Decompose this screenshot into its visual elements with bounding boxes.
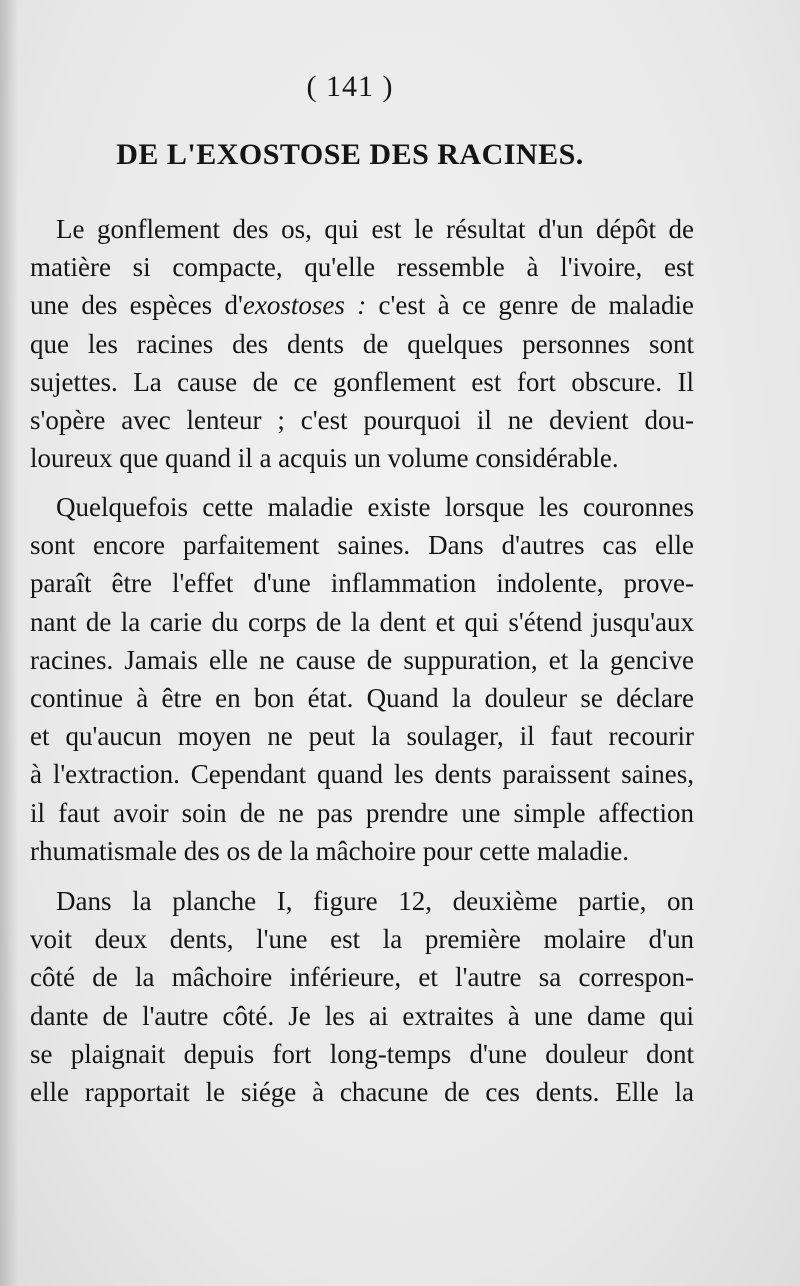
text-line: Quelquefois cette maladie existe lorsque les couronnes xyxy=(56,492,694,522)
text-line: paraît être l'effet d'une inflammation indolente, prove- xyxy=(30,568,694,599)
text-line: rhumatismale des os de la mâchoire pour cette maladie. xyxy=(30,835,630,866)
text-line: à l'extraction. Cependant quand les dents paraissent saines, xyxy=(30,759,694,790)
text-line: dante de l'autre côté. Je les ai extraites à une dame qui xyxy=(30,1000,694,1031)
text-line: loureux que quand il a acquis un volume considérable. xyxy=(30,443,619,474)
text-line: se plaignait depuis fort long-temps d'une douleur dont xyxy=(30,1038,694,1069)
chapter-title: DE L'EXOSTOSE DES RACINES. xyxy=(116,138,584,171)
text-segment: c'est à ce genre de maladie xyxy=(366,290,694,321)
text-line: voit deux dents, l'une est la première molaire d'un xyxy=(30,924,694,955)
text-line: matière si compacte, qu'elle ressemble à l'ivoire, est xyxy=(30,252,694,283)
text-line: s'opère avec lenteur ; c'est pourquoi il ne devient dou- xyxy=(30,405,694,436)
text-segment: une des espèces d' xyxy=(30,290,243,321)
text-line: et qu'aucun moyen ne peut la soulager, il faut recourir xyxy=(30,721,694,752)
text-line: côté de la mâchoire inférieure, et l'autre sa correspon- xyxy=(30,962,694,993)
italic-term: exostoses : xyxy=(242,290,367,321)
text-line: sujettes. La cause de ce gonflement est fort obscure. Il xyxy=(30,366,694,397)
text-line: il faut avoir soin de ne pas prendre une simple affection xyxy=(30,797,694,828)
text-line: sont encore parfaitement saines. Dans d'autres cas elle xyxy=(30,530,694,561)
paragraph-3 xyxy=(30,882,694,1111)
paragraph-1 xyxy=(30,210,694,477)
text-line xyxy=(30,286,694,324)
page-binding-shadow xyxy=(0,0,18,1286)
text-line: nant de la carie du corps de la dent et qui s'étend jusqu'aux xyxy=(30,606,694,637)
text-line: Le gonflement des os, qui est le résultat d'un dépôt de xyxy=(56,214,694,244)
page-number: ( 141 ) xyxy=(306,70,394,103)
text-line: que les racines des dents de quelques personnes sont xyxy=(30,328,694,359)
paragraph-2 xyxy=(30,488,694,870)
text-line: continue à être en bon état. Quand la douleur se déclare xyxy=(30,683,694,714)
text-line: racines. Jamais elle ne cause de suppuration, et la gencive xyxy=(30,644,694,675)
text-line: Dans la planche I, figure 12, deuxième partie, on xyxy=(56,886,694,916)
text-line: elle rapportait le siége à chacune de ces dents. Elle la xyxy=(30,1077,694,1108)
